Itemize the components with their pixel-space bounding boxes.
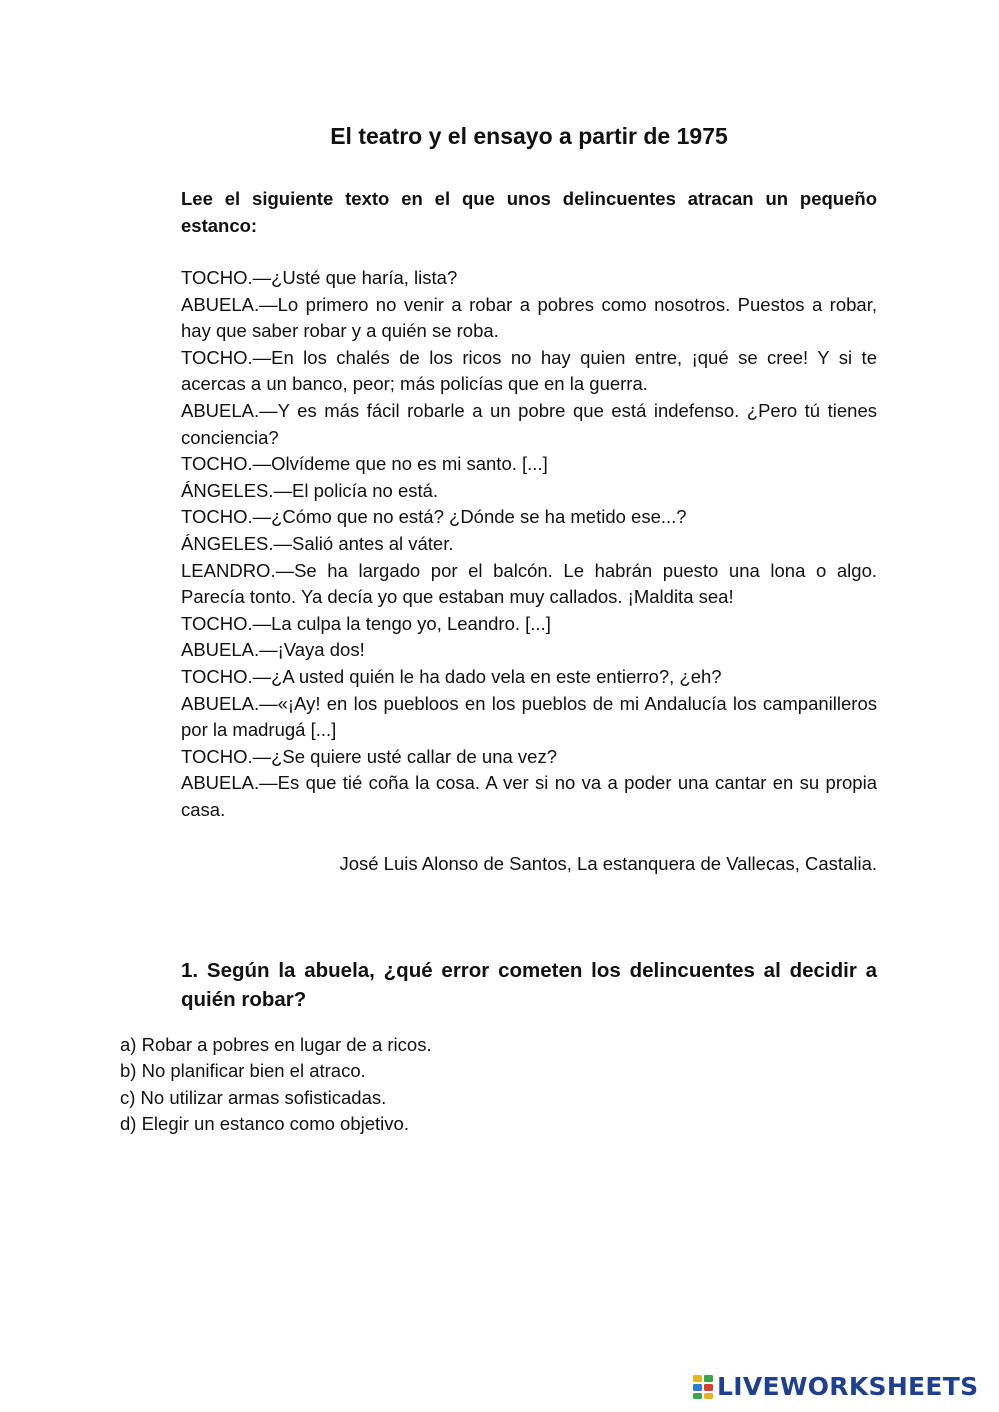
- dialogue-line: ABUELA.—Es que tié coña la cosa. A ver si no va a poder una cantar en su propia casa.: [181, 772, 877, 820]
- dialogue-line: TOCHO.—¿Usté que haría, lista?: [181, 267, 458, 288]
- answer-options: [120, 1032, 432, 1137]
- liveworksheets-wordmark: LIVEWORKSHEETS: [717, 1372, 979, 1401]
- answer-option-a[interactable]: a) Robar a pobres en lugar de a ricos.: [120, 1034, 432, 1055]
- dialogue-line: ABUELA.—Y es más fácil robarle a un pobre que está indefenso. ¿Pero tú tienes conciencia?: [181, 399, 877, 448]
- source-attribution: José Luis Alonso de Santos, La estanquera de Vallecas, Castalia.: [339, 853, 877, 874]
- dialogue-line: ABUELA.—«¡Ay! en los puebloos en los pueblos de mi Andalucía los campanilleros por la madrugá [...]: [181, 692, 877, 741]
- instructions: Lee el siguiente texto en el que unos delincuentes atracan un pequeño estanco:: [181, 188, 877, 236]
- dialogue-line: LEANDRO.—Se ha largado por el balcón. Le habrán puesto una lona o algo. Parecía tonto. Ya decía yo que estaban muy callados. ¡Maldita sea!: [181, 559, 877, 608]
- dialogue-line: TOCHO.—Olvídeme que no es mi santo. [...]: [181, 453, 548, 475]
- dialogue-line: ABUELA.—Lo primero no venir a robar a pobres como nosotros. Puestos a robar, hay que saber robar y a quién se roba.: [181, 293, 877, 342]
- dialogue-line: TOCHO.—En los chalés de los ricos no hay quien entre, ¡qué se cree! Y si te acercas a un banco, peor; más policías que en la guerra.: [181, 346, 877, 395]
- dialogue-line: ÁNGELES.—Salió antes al váter.: [181, 532, 454, 554]
- dialogue-line: TOCHO.—¿A usted quién le ha dado vela en este entierro?, ¿eh?: [181, 665, 722, 687]
- dialogue-text: [181, 265, 877, 823]
- answer-option-b[interactable]: b) No planificar bien el atraco.: [120, 1060, 366, 1082]
- liveworksheets-logo-icon: [692, 1374, 714, 1400]
- dialogue-line: TOCHO.—¿Se quiere usté callar de una vez?: [181, 745, 557, 767]
- page-title: El teatro y el ensayo a partir de 1975: [330, 123, 728, 149]
- dialogue-line: ABUELA.—¡Vaya dos!: [181, 639, 365, 661]
- dialogue-line: TOCHO.—La culpa la tengo yo, Leandro. [...]: [181, 612, 551, 634]
- answer-option-c[interactable]: c) No utilizar armas sofisticadas.: [120, 1086, 387, 1108]
- dialogue-line: ÁNGELES.—El policía no está.: [181, 479, 439, 501]
- dialogue-line: TOCHO.—¿Cómo que no está? ¿Dónde se ha metido ese...?: [181, 506, 687, 528]
- answer-option-d[interactable]: d) Elegir un estanco como objetivo.: [120, 1112, 409, 1134]
- question-title: 1. Según la abuela, ¿qué error cometen los delincuentes al decidir a quién robar?: [181, 959, 877, 1011]
- liveworksheets-brand: [692, 1372, 978, 1402]
